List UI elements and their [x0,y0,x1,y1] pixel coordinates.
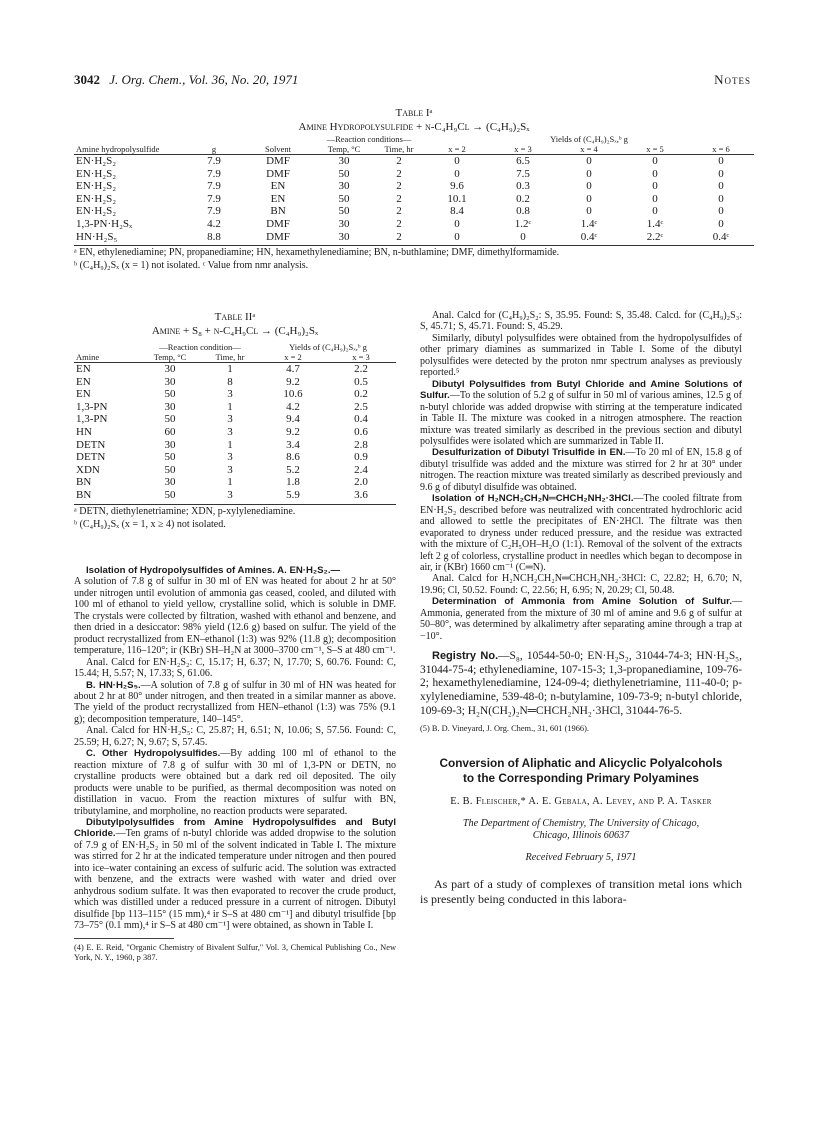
table-1-col-header: Amine hydropolysulfide [76,144,160,154]
table-row [74,168,754,181]
table-2-cell: 5.9 [286,488,300,501]
article-authors: E. B. Fleischer,* A. E. Gebala, A. Levey, and P. A. Tasker [450,796,712,808]
table-2-cell: 1 [227,476,233,489]
table-1-cell: 0 [718,217,724,230]
table-2-cell: 4.7 [286,363,300,375]
table-1-col-header: x = 3 [514,144,532,154]
paragraph: B. HN·H₂S₅.—A solution of 7.8 g of sulfur in 30 ml of HN was heated for about 2 hr at 80° under nitrogen, and then treated in a similar manner as above. The yield of the product recrystallized from HEN–ethanol (1:3) was 75% (9.1 g); decomposition temperature, 140–145°. [74,679,396,725]
paragraph: Anal. Calcd for H₂NCH₂CH₂N═CHCH₂NH₂·3HCl: C, 22.82; H, 6.70; N, 19.96; Cl, 50.52. Found: C, 22.56; H, 6.95; N, 20.29; Cl, 50.48. [420,573,742,596]
run-in-heading: B. HN·H₂S₅. [86,679,141,691]
table-1-cell: 9.6 [450,180,464,193]
table-2-cell: 2.2 [354,363,368,375]
table-1-cell: 1.4ᶜ [580,217,598,230]
table-2-grid [74,342,396,502]
table-1-col-header: g [211,144,217,154]
table-row [74,205,754,218]
paragraph: Isolation of H₂NCH₂CH₂N═CHCH₂NH₂·3HCl.—The cooled filtrate from EN·H₂S₂ described before was neutralized with concentrated hydrochloric acid and allowed to settle the precipitates of EN·2HCl. The filtrate was then evaporated to dryness under reduced pressure, and the residue was extracted with the mixture of C₂H₅OH–H₂O (1:1). Removal of the solvent of the extracts left 2 g of colorless, crystalline product in needles which began to decompose in air, ir (KBr) 1660 cm⁻¹ (C═N). [420,493,742,573]
table-1-cell: 0.2 [516,192,530,205]
run-in-heading: C. Other Hydropolysulfides. [86,748,221,760]
table-2-label: Table IIᵃ [214,311,256,323]
run-in-heading: Dibutylpolysulfides from Amine Hydropolysulfides and Butyl Chloride. [74,816,396,840]
table-2-title: Amine + S₈ + n-C₄H₉Cl → (C₄H₉)₂Sₓ [151,325,319,337]
table-1-cell: 7.9 [207,155,221,167]
table-2-cell: 1,3-PN [76,413,108,426]
table-1-cell: 0.8 [516,205,530,218]
table-1-cell: 0 [586,192,592,205]
paragraph: Anal. Calcd for EN·H₂S₂: C, 15.17; H, 6.37; N, 17.70; S, 60.76. Found: C, 15.44; H, 5.57; N, 17.33; S, 61.06. [74,656,396,680]
table-2-cell: 3 [227,451,233,464]
table-2-cell: 0.5 [354,375,368,388]
table-1-col-header: x = 6 [712,144,730,154]
table-row [74,231,754,244]
table-1-cell: 7.9 [207,180,221,193]
table-2-cell: DETN [76,438,106,451]
table-2-group-reaction: —Reaction condition— [159,342,241,352]
table-2-body [74,363,396,502]
run-in-heading: Isolation of H₂NCH₂CH₂N═CHCH₂NH₂·3HCl. [432,493,634,505]
table-1-col-header: Time, hr [384,144,414,154]
run-in-heading: Isolation of Hydropolysulfides of Amines. A. EN·H₂S₂.— [86,565,341,576]
table-1-cell: HN·H₂S₅ [76,230,118,243]
table-1-cell: 2.2ᶜ [646,230,664,243]
table-1-cell: 0 [454,217,460,230]
table-1-cell: 30 [338,217,350,230]
paragraph: Determination of Ammonia from Amine Solution of Sulfur.—Ammonia, generated from the mixture of 30 ml of amine and 9.6 g of sulfur at 50–80°, was determined by alkalimetry after separating amine through a trap at −10°. [420,596,742,642]
table-1-cell: DMF [266,155,290,167]
table-1-cell: EN·H₂S₂ [76,205,117,218]
table-row [74,401,396,414]
table-1-cell: 7.5 [516,167,530,180]
table-2-cell: 30 [164,363,176,375]
table-1-cell: 0 [586,180,592,193]
table-2-footnote-a: ᵃ DETN, diethylenetriamine; XDN, p-xylylenediamine. [74,505,296,517]
table-2-cell: 30 [164,476,176,489]
article-affiliation: The Department of Chemistry, The University of Chicago, Chicago, Illinois 60637 [462,817,700,841]
paragraph: Desulfurization of Dibutyl Trisulfide in EN.—To 20 ml of EN, 15.8 g of dibutyl trisulfide was added and the mixture was stirred for 2 hr at 30° under nitrogen. The reaction mixture was treated similarly as described previously and 9.6 g of dibutyl disulfide was obtained. [420,447,742,493]
table-2-cell: 9.4 [286,413,300,426]
run-in-heading: Desulfurization of Dibutyl Trisulfide in EN. [432,447,626,459]
table-1-cell: 1.4ᶜ [646,217,664,230]
table-1-cell: EN [270,192,286,205]
table-1-cell: 50 [338,205,350,218]
table-2-cell: 50 [164,488,176,501]
run-in-heading: Dibutyl Polysulfides from Butyl Chloride and Amine Solutions of Sulfur. [420,378,742,402]
table-2-cell: 9.2 [286,425,300,438]
table-2-cell: 8 [227,375,233,388]
table-2 [74,310,396,531]
table-row [74,476,396,489]
table-1-col-header: Temp, °C [327,144,361,154]
paragraph: Anal. Calcd for HN·H₂S₅: C, 25.87; H, 6.51; N, 10.06; S, 57.56. Found: C, 25.59; H, 6.27; N, 9.67; S, 57.45. [74,725,396,748]
table-2-group-yields: Yields of (C₄H₉)₂Sₓ,ᵇ g [289,342,367,352]
table-2-header-row [74,352,396,363]
table-1-cell: 0 [454,230,460,243]
table-1-cell: 0 [652,167,658,180]
table-1-cell: BN [270,205,286,218]
registry-numbers: Registry No.—S₈, 10544-50-0; EN·H₂S₂, 31044-74-3; HN·H₂S₅, 31044-75-4; ethylenediamine, 107-15-3; 1,3-propanediamine, 109-76-2; hexamethylenediamine, 124-09-4; diethylenetriamine, 111-40-0; p-xylylenediamine, 539-48-0; n-butylamine, 109-73-9; n-butyl chloride, 109-69-3; H₂N(CH₂)₂N═CHCH₂NH₂·3HCl, 31044-76-5. [420,650,742,717]
table-2-cell: DETN [76,451,106,464]
table-1-col-header: Solvent [265,144,291,154]
table-1-footnote-b: ᵇ (C₄H₉)₂Sₓ (x = 1) not isolated. ᶜ Value from nmr analysis. [74,260,309,272]
table-1-cell: 8.4 [450,205,464,218]
table-1-cell: 0 [652,205,658,218]
table-row [74,451,396,464]
run-in-heading: Determination of Ammonia from Amine Solution of Sulfur. [432,596,732,608]
table-1-cell: EN·H₂S₂ [76,192,117,205]
table-1-cell: 4.2 [207,217,221,230]
table-1-title: Amine Hydropolysulfide + n-C₄H₉Cl → (C₄H₉)₂Sₓ [298,121,530,133]
table-2-cell: 3 [227,425,233,438]
table-1-cell: 0.3 [516,180,530,193]
article-intro: As part of a study of complexes of transition metal ions which is presently being conducted in this labora- [420,877,742,907]
table-1-cell: 0 [652,192,658,205]
table-1-cell: 0 [586,155,592,167]
article-title: Conversion of Aliphatic and Alicyclic Polyalcohols to the Corresponding Primary Polyamines [439,756,723,786]
table-2-cell: 30 [164,400,176,413]
table-2-cell: HN [76,425,92,438]
table-2-cell: 1 [227,363,233,375]
table-row [74,413,396,426]
table-2-cell: 30 [164,375,176,388]
table-2-cell: XDN [76,463,100,476]
table-row [74,426,396,439]
table-row [74,155,754,168]
table-2-cell: 10.6 [283,388,303,401]
section-name: Notes [714,72,751,87]
table-1-cell: 1.2ᶜ [514,217,532,230]
page-number: 3042 [74,72,100,87]
table-1-cell: 7.9 [207,205,221,218]
table-1-cell: 8.8 [207,230,221,243]
table-2-cell: 0.9 [354,451,368,464]
table-1-col-header: x = 4 [580,144,598,154]
table-2-cell: EN [76,363,91,375]
table-row [74,388,396,401]
table-1-cell: 30 [338,180,350,193]
table-1-cell: 10.1 [447,192,467,205]
table-2-cell: BN [76,476,92,489]
registry-heading: Registry No. [432,650,499,663]
table-2-cell: 0.4 [354,413,368,426]
table-1-group-yields: Yields of (C₄H₉)₂Sₓ,ᵇ g [550,134,628,144]
table-1-cell: 50 [338,167,350,180]
table-2-col-header: Amine [76,352,100,362]
table-1-cell: EN [270,180,286,193]
table-2-cell: 50 [164,463,176,476]
table-2-cell: 4.2 [286,400,300,413]
table-1-cell: 0 [454,155,460,167]
table-1-cell: 0.4ᶜ [712,230,730,243]
table-1-cell: DMF [266,217,290,230]
table-2-cell: 3 [227,388,233,401]
table-1-cell: 30 [338,155,350,167]
journal-citation: J. Org. Chem., Vol. 36, No. 20, 1971 [109,72,299,87]
table-2-cell: 0.6 [354,425,368,438]
table-row [74,376,396,389]
table-1-cell: 0 [718,155,724,167]
table-1-cell: 2 [396,205,402,218]
paragraph: Anal. Calcd for (C₄H₉)₂S₂: S, 35.95. Found: S, 35.48. Calcd. for (C₄H₉)₂S₃: S, 45.71; S, 45.71. Found: S, 45.29. [420,310,742,333]
table-2-cell: 1 [227,438,233,451]
table-1-cell: 0 [454,167,460,180]
table-1-header-row [74,144,754,155]
table-1-cell: EN·H₂S₂ [76,155,117,167]
table-2-cell: 3 [227,463,233,476]
table-2-cell: 3 [227,413,233,426]
table-2-col-header: x = 3 [352,352,370,362]
paragraph: C. Other Hydropolysulfides.—By adding 100 ml of ethanol to the reaction mixture of 7.8 g of sulfur with 30 ml of 1,3-PN or DETN, no crystalline products were obtained but a dark red oil deposited. The oily products were unable to be purified, as thermal decomposition was noted on distillation in vacuo. From the reaction mixtures of sulfur with BN, tributylamine, and morpholine, no reaction products were separated. [74,748,396,817]
table-1-cell: 30 [338,230,350,243]
table-1-grid [74,134,754,243]
table-1-group-reaction: —Reaction conditions— [326,134,412,144]
table-1-cell: DMF [266,230,290,243]
table-2-cell: 3.6 [354,488,368,501]
table-2-col-header: Temp, °C [153,352,187,362]
table-2-col-header: Time, hr [215,352,245,362]
table-1-cell: 6.5 [516,155,530,167]
table-2-cell: 1 [227,400,233,413]
table-2-footnote-b: ᵇ (C₄H₉)₂Sₓ (x = 1, x ≥ 4) not isolated. [74,518,226,530]
table-1-cell: EN·H₂S₂ [76,180,117,193]
table-2-cell: 1.8 [286,476,300,489]
table-2-cell: 60 [164,425,176,438]
table-row [74,464,396,477]
table-1-cell: 0 [586,167,592,180]
table-2-cell: 50 [164,451,176,464]
table-2-cell: 50 [164,388,176,401]
table-2-cell: 0.2 [354,388,368,401]
paragraph: Isolation of Hydropolysulfides of Amines. A. EN·H₂S₂.— A solution of 7.8 g of sulfur in 30 ml of EN was heated for about 2 hr at 50° under nitrogen until evolution of ammonia gas ceased, cooled, and diluted with 100 ml of ethanol to yield yellow, crystalline solid, which is soluble in DMF. The crystals were collected by filtration, washed with ethanol and benzene, and then dried in a desiccator: 98% yield (12.6 g) based on sulfur. The yield of the product recrystallized from EN–ethanol (1:3) was 92% (11.8 g); decomposition temperature, 116–120°; ir (KBr) SH–H₂N at 3000–3700 cm⁻¹, S–S at 480 cm⁻¹. [74,565,396,657]
table-1-col-header: x = 5 [646,144,664,154]
table-1-cell: DMF [266,167,290,180]
table-row [74,439,396,452]
table-1-cell: 0 [718,180,724,193]
table-2-cell: 2.5 [354,400,368,413]
received-date: Received February 5, 1971 [525,851,637,863]
table-1-cell: 0 [718,192,724,205]
left-column [74,565,396,963]
table-row [74,193,754,206]
table-2-cell: 50 [164,413,176,426]
header-left [74,72,298,88]
table-row [74,363,396,376]
table-1-cell: 1,3-PN·H₂Sₓ [76,217,133,230]
table-2-cell: BN [76,488,92,501]
table-1-cell: EN·H₂S₂ [76,167,117,180]
paragraph: Similarly, dibutyl polysulfides were obtained from the hydropolysulfides of other primary diamines as summarized in Table I. Some of the dibutyl polysulfides were detected by the proton nmr spectrum analyses as previously reported.⁵ [420,332,742,379]
table-1-cell: 2 [396,192,402,205]
right-column [420,310,742,907]
table-1-cell: 2 [396,167,402,180]
table-2-cell: 30 [164,438,176,451]
table-1-cell: 2 [396,180,402,193]
table-2-cell: 2.0 [354,476,368,489]
table-2-cell: 8.6 [286,451,300,464]
table-1-cell: 7.9 [207,192,221,205]
footnote-5: (5) B. D. Vineyard, J. Org. Chem., 31, 601 (1966). [420,724,589,734]
table-1-cell: 2 [396,230,402,243]
table-1-cell: 0 [520,230,526,243]
table-row [74,180,754,193]
table-2-cell: 3 [227,488,233,501]
table-1-cell: 2 [396,155,402,167]
table-1-cell: 0 [718,167,724,180]
table-2-cell: EN [76,375,91,388]
table-1-cell: 0 [586,205,592,218]
table-2-cell: 1,3-PN [76,400,108,413]
paragraph: Dibutyl Polysulfides from Butyl Chloride and Amine Solutions of Sulfur.—To the solution of 5.2 g of sulfur in 50 ml of various amines, 12.5 g of n-butyl chloride was added dropwise with stirring at the temperature indicated in Table II. The mixture was cooked in a nitrogen atmosphere. The reaction mixture was treated similarly as described in the previous section and dibutyl polysulfides were isolated which are summarized in Table II. [420,378,742,447]
table-1-body [74,155,754,244]
table-1-footnote-a: ᵃ EN, ethylenediamine; PN, propanediamine; HN, hexamethylenediamine; BN, n-buthlamine; DMF, dimethylformamide. [74,247,560,259]
table-2-col-header: x = 2 [284,352,302,362]
table-1-cell: 0 [652,180,658,193]
paragraph: Dibutylpolysulfides from Amine Hydropolysulfides and Butyl Chloride.—Ten grams of n-butyl chloride was added dropwise to the solution of 7.9 g of EN·H₂S₂ in 50 ml of the solvent indicated in Table I. The mixture was stirred for 2 hr at the indicated temperature under nitrogen and then poured into ice–water containing an excess of sulfuric acid. The solution was extracted with benzene, and the extracts were washed with water and dried over anhydrous sodium sulfate. It was then evaporated to recover the crude product, which was distilled under a reduced pressure in a current of nitrogen. Dibutyl disulfide [bp 113–115° (15 mm),⁴ ir S–S at 480 cm⁻¹] and dibutyl trisulfide [bp 73–75° (0.1 mm),⁴ ir S–S at 480 cm⁻¹] were obtained, as shown in Table I. [74,816,396,932]
footnote-4: (4) E. E. Reid, "Organic Chemistry of Bivalent Sulfur," Vol. 3, Chemical Publishing Co., New York, N. Y., 1960, p 387. [74,942,396,962]
table-1-cell: 0 [652,155,658,167]
table-row [74,218,754,231]
table-2-cell: 2.8 [354,438,368,451]
table-1-label: Table Iᵃ [395,107,433,119]
table-2-cell: 2.4 [354,463,368,476]
table-1-cell: 7.9 [207,167,221,180]
table-1-cell: 0.4ᶜ [580,230,598,243]
table-2-cell: 9.2 [286,375,300,388]
table-2-cell: 3.4 [286,438,300,451]
table-1 [74,106,754,272]
table-1-cell: 0 [718,205,724,218]
table-1-cell: 50 [338,192,350,205]
table-1-cell: 2 [396,217,402,230]
table-2-cell: 5.2 [286,463,300,476]
table-2-cell: EN [76,388,91,401]
table-1-col-header: x = 2 [448,144,466,154]
table-row [74,489,396,502]
